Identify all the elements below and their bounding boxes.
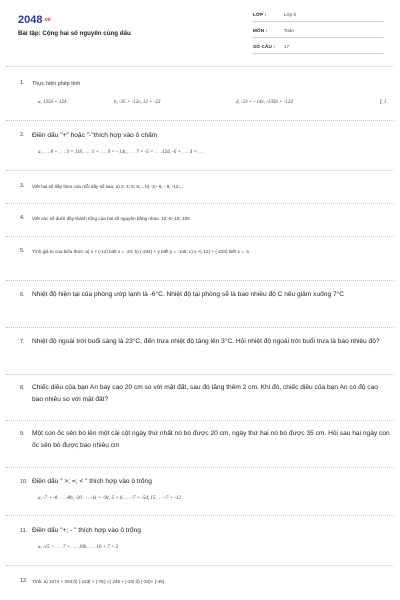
- question-number: 6.: [20, 292, 25, 298]
- question-text: Một con ốc sên bò lên một cái cột ngày thứ nhất nó bò được 20 cm, ngày thứ hai nó bò được 35 cm. Hỏi sau hai ngày con ốc sên bò được bao nhiêu cm: [32, 430, 390, 449]
- question-number: 10.: [20, 479, 28, 485]
- question-number: 9.: [20, 431, 25, 437]
- divider: [6, 565, 394, 566]
- logo-suffix: .vn: [43, 17, 51, 24]
- question-text: Thực hiện phép tính: [32, 81, 81, 87]
- question-text: Tính: a) 1074 + 253;b) |-123| + |-75|; c) 245 + |-34| d) (-34)+ (-45).: [32, 579, 166, 584]
- divider: [6, 467, 394, 468]
- question-number: 4.: [20, 215, 25, 221]
- meta-value: 17: [284, 44, 290, 49]
- divider: [6, 203, 394, 204]
- option: f, 1: [380, 100, 387, 105]
- question-number: 1.: [20, 80, 25, 86]
- worksheet-header: [0, 0, 400, 64]
- divider: [6, 120, 394, 121]
- divider: [6, 374, 394, 375]
- meta-label: SỐ CÂU :: [253, 44, 276, 49]
- divider: [6, 280, 394, 281]
- option: a, -15 > . . . 7 + . . . 10b, . . . 10 + 7 > 3: [38, 545, 119, 550]
- option: a, -7 + -8 . . . -8b, -20 . . . -11 + -9c, 5 + 6 . . . -7 + -5d, 15 . . . -7 + -12: [38, 496, 181, 501]
- meta-subject-row: [253, 28, 383, 38]
- question-number: 7.: [20, 339, 25, 345]
- meta-label: MÔN :: [253, 28, 268, 33]
- option: d, -23 + - 14e, -1356 + -124: [236, 100, 293, 105]
- question-text: Nhiệt độ ngoài trời buổi sáng là 23°C, đến trưa nhiệt độ tăng lên 3°C. Hỏi nhiệt độ ngoài trời buổi trưa là bao nhiêu độ?: [32, 338, 380, 345]
- meta-count-row: [253, 44, 383, 54]
- meta-value: Lớp 6: [284, 12, 296, 17]
- question-number: 5.: [20, 248, 25, 254]
- site-logo[interactable]: 2048.vn: [18, 14, 51, 26]
- option: a, 1356 + 124: [38, 100, 67, 105]
- question-number: 12.: [20, 578, 28, 584]
- option: a, . . . 8 + . . . 3 = 11b, . . . 5 + . . . 9 = - 14c, . . . 7 + -5 = . . . 12d, -6 + . . . 4 = . . .: [38, 150, 205, 155]
- question-text: Điền dấu " >; =; < " thích hợp vào ô trống: [32, 478, 152, 485]
- question-number: 2.: [20, 132, 25, 138]
- question-text: Nhiệt độ hiện tại của phòng ướp lạnh là -6°C. Nhiệt độ tại phòng sẽ là bao nhiêu độ C nếu giảm xuống 7°C: [32, 291, 345, 298]
- worksheet-title: Bài tập: Cộng hai số nguyên cùng dấu: [18, 30, 131, 37]
- divider: [6, 420, 394, 421]
- question-text: Viết hai số tiếp theo của mỗi dãy số sau: a) 2; 4; 6; 8;... b) -3;- 6; - 9; -12;...: [32, 184, 184, 189]
- question-text: Tính giá trị của biểu thức: a) x + (-12) biết x = -24; b) (-234) + y biết y = -145; c) x +(-12) + (-234) biết x = -1: [32, 249, 250, 254]
- meta-value: Toán: [284, 28, 294, 33]
- question-number: 3.: [20, 183, 25, 189]
- divider: [6, 515, 394, 516]
- question-number: 11.: [20, 528, 28, 534]
- meta-class-row: [253, 12, 383, 22]
- meta-label: LỚP :: [253, 12, 267, 17]
- question-number: 8.: [20, 385, 25, 391]
- question-text: Viết các số dưới đây thành tổng của hai số nguyên bằng nhau: 10;-8;-16; 100: [32, 216, 190, 221]
- question-text: Chiếc diều của bạn An bay cao 20 cm so với mặt đất, sau đó tăng thêm 2 cm. Khi đó, chiếc diều của bạn An có độ cao bao nhiêu so với mặt đất?: [32, 384, 378, 403]
- divider: [6, 236, 394, 237]
- option: b, -35 + -12c, 12 + -23: [114, 100, 161, 105]
- question-text: Điền dấu "+" hoặc "-"thích hợp vào ô chấm: [32, 132, 158, 139]
- divider: [6, 327, 394, 328]
- question-text: Điền dấu "+; - " thích hợp vào ô trống: [32, 527, 141, 534]
- divider: [6, 66, 394, 67]
- divider: [6, 170, 394, 171]
